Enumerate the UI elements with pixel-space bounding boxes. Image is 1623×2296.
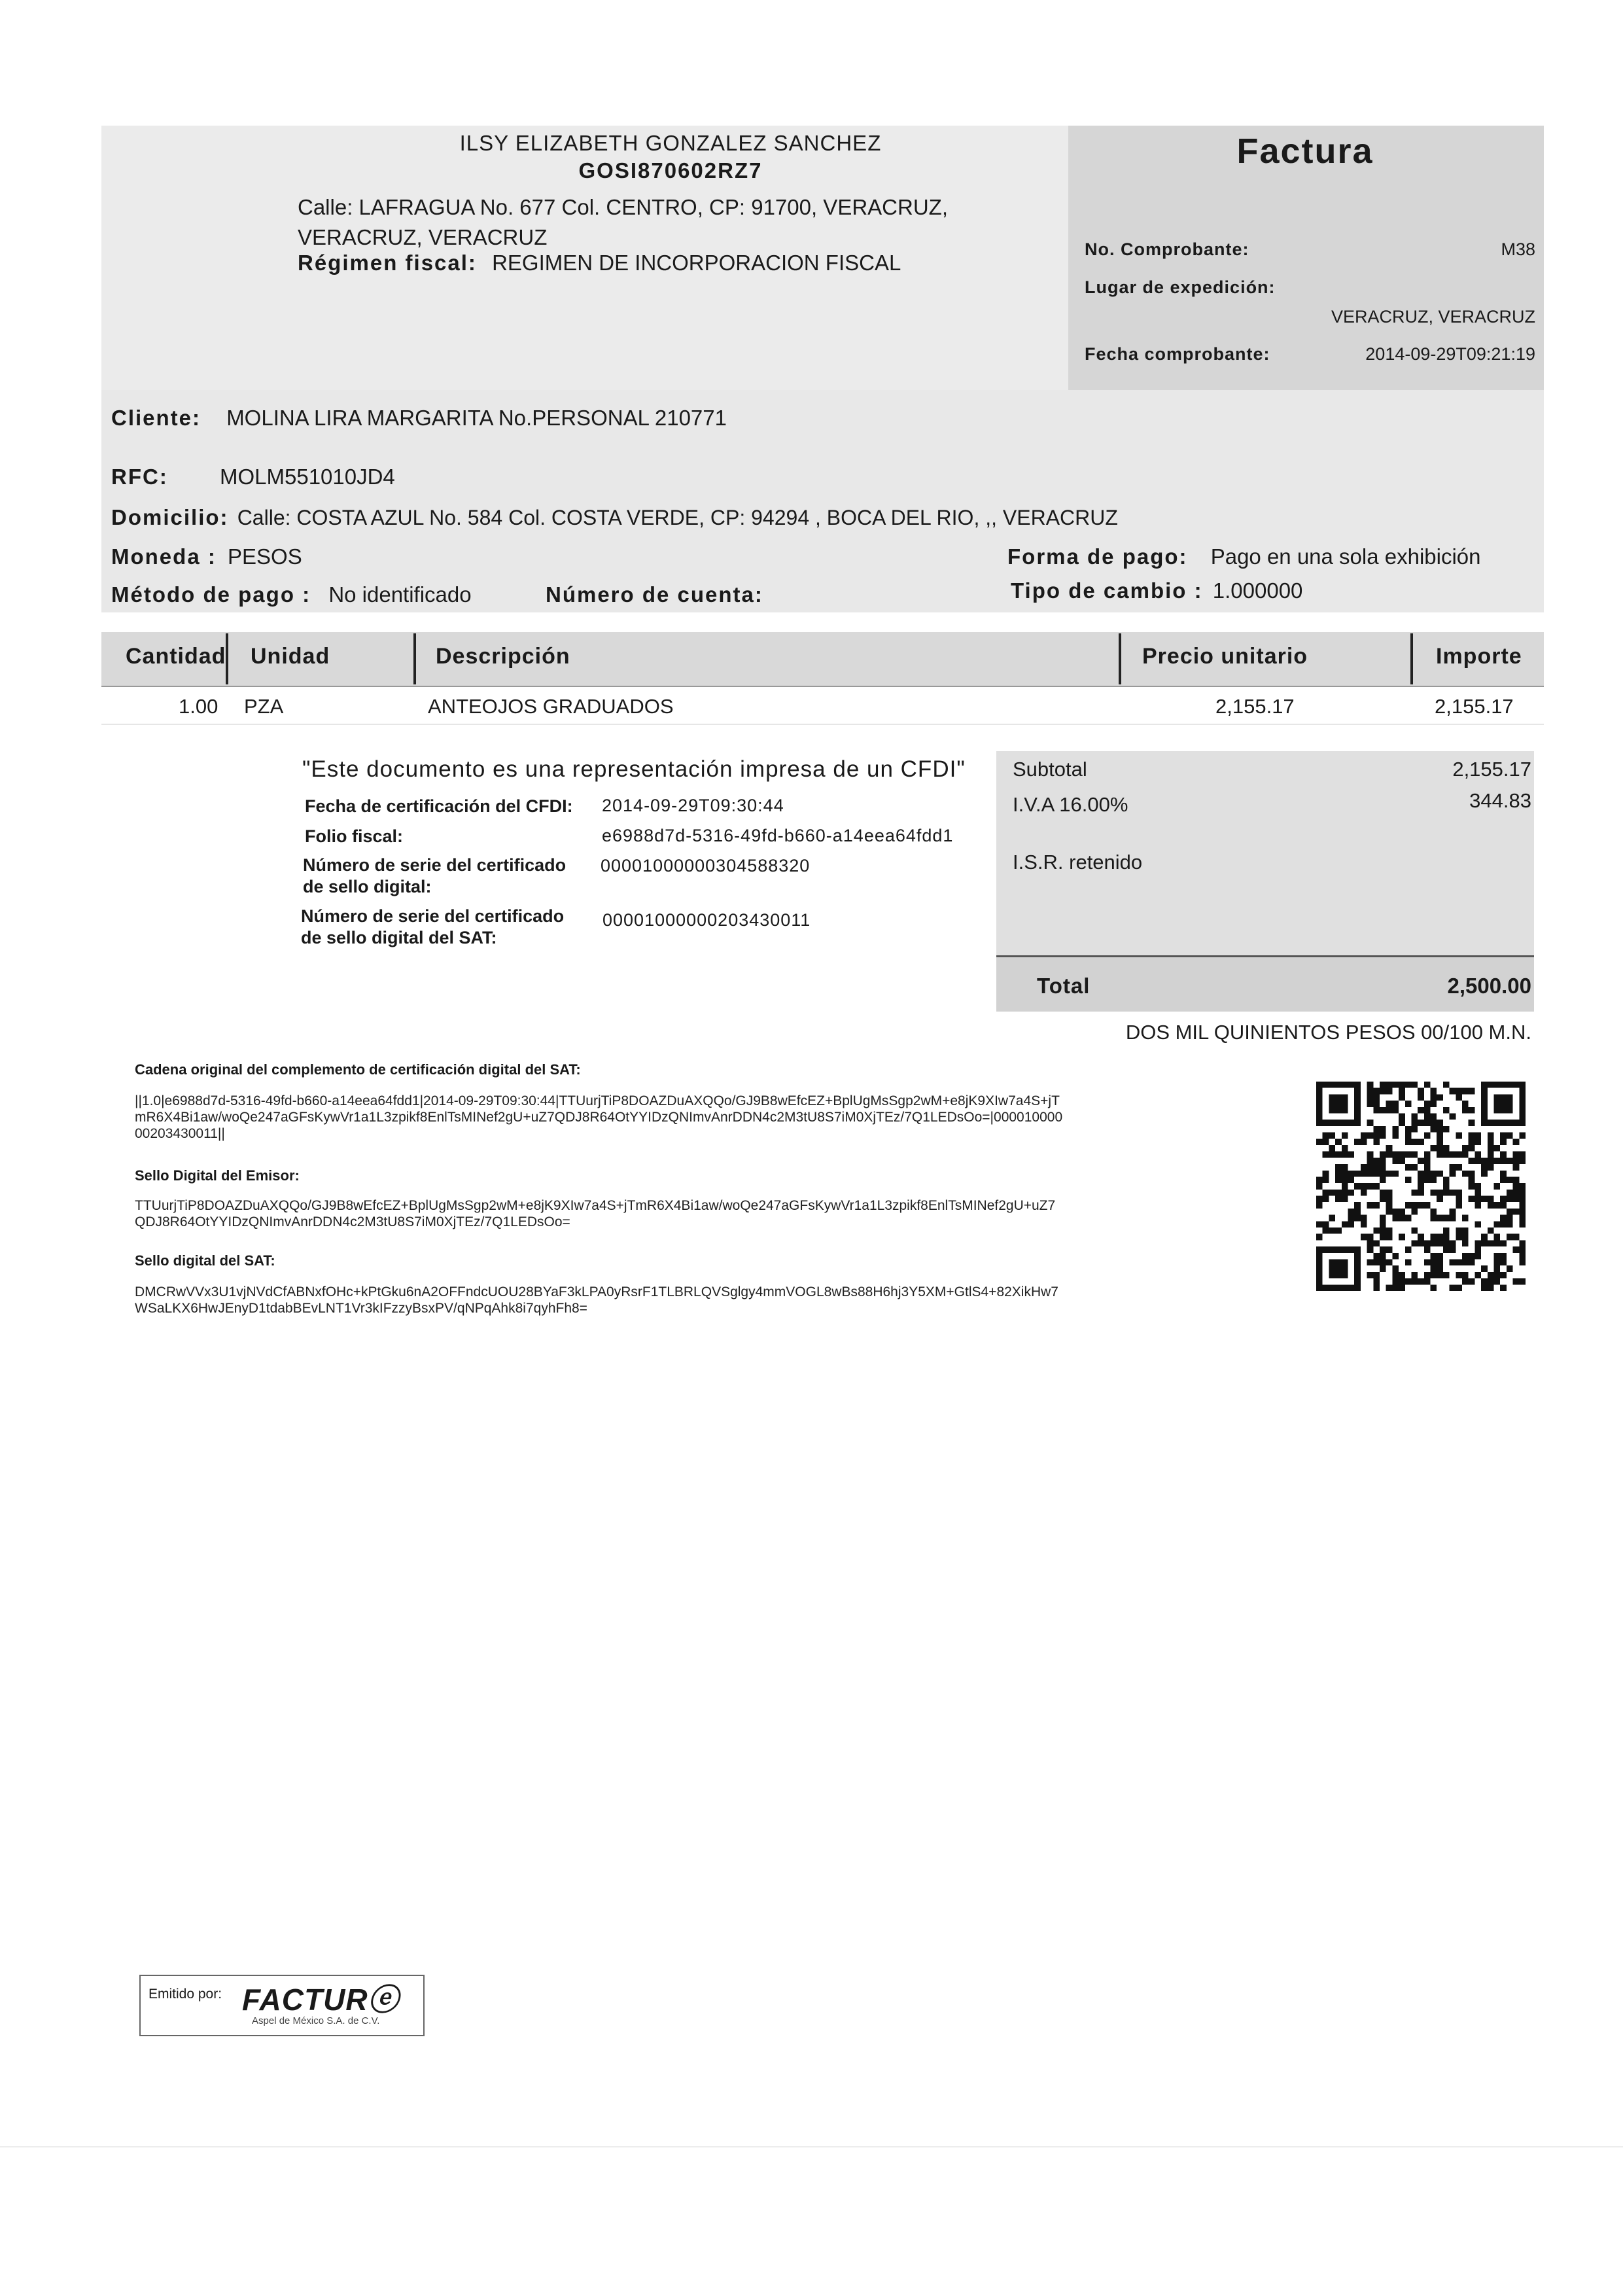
table-header-separator — [413, 633, 416, 684]
forma-value: Pago en una sola exhibición — [1210, 544, 1481, 569]
col-header-importe: Importe — [1436, 644, 1522, 669]
cadena-text: ||1.0|e6988d7d-5316-49fd-b660-a14eea64fdd1|2014-09-29T09:30:44|TTUurjTiP8DOAZDuAXQQo/GJ9B8wEfcEZ+BplUgMsSgp2wM+e8jK9XIw7a4S+jTmR6X4Bi1aw/woQe247aGFsKywVr1a1L3zpikf8EnlTsMINef2gU+uZ7QDJ8R64OtYYIDzQNImvAnrDDN4c2M3tU8S7iM0XjTEz/7Q1LEDsOo=|00001000000203430011|| — [135, 1093, 1063, 1141]
qr-code — [1316, 1082, 1526, 1291]
isr-label: I.S.R. retenido — [1013, 851, 1143, 874]
metodo-row — [111, 582, 472, 607]
table-header-rule — [101, 686, 1544, 687]
cell-unidad: PZA — [244, 695, 284, 718]
domicilio-row — [111, 505, 1118, 530]
comprobante-value: M38 — [1501, 239, 1535, 259]
comprobante-label: No. Comprobante: — [1085, 239, 1249, 259]
issuer-regimen — [298, 251, 901, 275]
cliente-row — [111, 406, 727, 431]
iva-label: I.V.A 16.00% — [1013, 793, 1128, 816]
moneda-row — [111, 544, 302, 569]
domicilio-label: Domicilio: — [111, 505, 229, 529]
rfc-label: RFC: — [111, 465, 168, 489]
issuer-name: ILSY ELIZABETH GONZALEZ SANCHEZ — [459, 131, 882, 155]
cfdi-serie-sat-value: 00001000000203430011 — [602, 910, 811, 930]
metodo-value: No identificado — [328, 582, 472, 607]
cell-precio: 2,155.17 — [1215, 695, 1295, 718]
fecha-label: Fecha comprobante: — [1085, 344, 1270, 364]
col-header-cantidad: Cantidad — [126, 644, 226, 669]
total-in-words: DOS MIL QUINIENTOS PESOS 00/100 M.N. — [1125, 1021, 1531, 1044]
table-header-separator — [1410, 633, 1413, 684]
subtotal-value: 2,155.17 — [1452, 758, 1531, 781]
tipo-value: 1.000000 — [1212, 578, 1303, 603]
metodo-label: Método de pago : — [111, 582, 311, 607]
cfdi-fecha-label: Fecha de certificación del CFDI: — [305, 796, 573, 816]
cfdi-serie-label: Número de serie del certificado de sello digital: — [303, 855, 567, 896]
facture-logo: FACTURⓔ — [242, 1983, 399, 2017]
table-header-separator — [1119, 633, 1121, 684]
moneda-label: Moneda : — [111, 544, 217, 569]
forma-row — [1007, 544, 1481, 569]
sello-emisor-text: TTUurjTiP8DOAZDuAXQQo/GJ9B8wEfcEZ+BplUgMsSgp2wM+e8jK9XIw7a4S+jTmR6X4Bi1aw/woQe247aGFsKywVr1a1L3zpikf8EnlTsMINef2gU+uZ7QDJ8R64OtYYIDzQNImvAnrDDN4c2M3tU8S7iM0XjTEz/7Q1LEDsOo= — [135, 1198, 1056, 1229]
domicilio-value: Calle: COSTA AZUL No. 584 Col. COSTA VERDE, CP: 94294 , BOCA DEL RIO, ,, VERACRUZ — [237, 506, 1118, 529]
subtotal-label: Subtotal — [1013, 758, 1087, 781]
cadena-heading: Cadena original del complemento de certificación digital del SAT: — [135, 1061, 581, 1078]
cuenta-label: Número de cuenta: — [546, 582, 763, 607]
issuer-address: Calle: LAFRAGUA No. 677 Col. CENTRO, CP: 91700, VERACRUZ, VERACRUZ, VERACRUZ — [298, 195, 948, 249]
cfdi-folio-value: e6988d7d-5316-49fd-b660-a14eea64fdd1 — [602, 826, 954, 845]
cfdi-fecha-value: 2014-09-29T09:30:44 — [602, 796, 784, 815]
fecha-value: 2014-09-29T09:21:19 — [1365, 344, 1535, 364]
total-label: Total — [1037, 974, 1091, 998]
sello-emisor-heading: Sello Digital del Emisor: — [135, 1167, 300, 1184]
rfc-row — [111, 465, 395, 489]
moneda-value: PESOS — [228, 544, 302, 569]
cfdi-folio-label: Folio fiscal: — [305, 826, 404, 846]
issuer-rfc: GOSI870602RZ7 — [578, 158, 763, 183]
sello-sat-text: DMCRwVVx3U1vjNVdCfABNxfOHc+kPtGku6nA2OFFndcUOU28BYaF3kLPA0yRsrF1TLBRLQVSglgy4mmVOGL8wBs88H6hj3Y5XM+GtlS4+82XikHw7WSaLKX6HwJEnyD1tdabBEvLNT1Vr3kIFzzyBsxPV/qNPqAhk8i7qyhFh8= — [135, 1284, 1058, 1316]
cell-cantidad: 1.00 — [179, 695, 218, 718]
cfdi-serie-value: 00001000000304588320 — [601, 856, 811, 875]
cell-descripcion: ANTEOJOS GRADUADOS — [428, 695, 674, 718]
cfdi-serie-sat-label: Número de serie del certificado de sello digital del SAT: — [301, 906, 565, 947]
table-header-separator — [226, 633, 228, 684]
table-bottom-rule — [101, 724, 1544, 725]
lugar-label: Lugar de expedición: — [1085, 277, 1276, 297]
tipo-label: Tipo de cambio : — [1011, 578, 1203, 603]
sello-sat-heading: Sello digital del SAT: — [135, 1252, 275, 1269]
cell-importe: 2,155.17 — [1435, 695, 1514, 718]
lugar-value: VERACRUZ, VERACRUZ — [1331, 307, 1535, 327]
tipo-row — [1011, 578, 1302, 603]
invoice-title: Factura — [1236, 132, 1374, 171]
bottom-scan-line — [0, 2146, 1623, 2147]
cliente-value: MOLINA LIRA MARGARITA No.PERSONAL 210771 — [226, 406, 727, 430]
emitted-company: Aspel de México S.A. de C.V. — [252, 2015, 380, 2026]
col-header-descripcion: Descripción — [436, 644, 570, 669]
col-header-unidad: Unidad — [251, 644, 330, 669]
cuenta-row — [546, 582, 763, 607]
iva-value: 344.83 — [1469, 789, 1531, 812]
rfc-value: MOLM551010JD4 — [219, 465, 395, 489]
cliente-label: Cliente: — [111, 406, 201, 430]
emitted-by-label: Emitido por: — [148, 1987, 222, 2002]
col-header-precio: Precio unitario — [1142, 644, 1308, 669]
emitted-by-box — [139, 1975, 425, 2036]
cfdi-heading: "Este documento es una representación impresa de un CFDI" — [302, 756, 966, 782]
forma-label: Forma de pago: — [1007, 544, 1188, 569]
total-value: 2,500.00 — [1447, 974, 1531, 998]
regimen-value: REGIMEN DE INCORPORACION FISCAL — [492, 251, 901, 275]
regimen-label: Régimen fiscal: — [298, 251, 477, 275]
